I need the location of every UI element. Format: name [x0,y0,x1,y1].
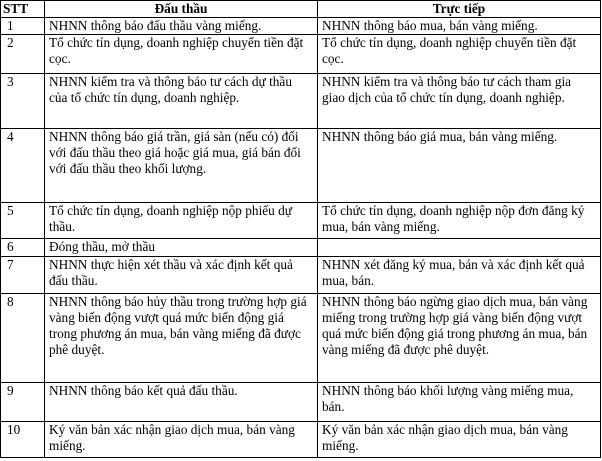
table-row [1,203,601,239]
row-stt: 3 [1,74,45,129]
row-dau-thau: NHNN kiểm tra và thông báo tư cách dự thầu của tổ chức tín dụng, doanh nghiệp. [45,74,318,129]
row-truc-tiep: Tổ chức tín dụng, doanh nghiệp chuyển tiền đặt cọc. [318,35,601,74]
row-stt: 1 [1,18,45,35]
table-row [1,18,601,35]
row-truc-tiep [318,239,601,257]
row-dau-thau: NHNN thông báo hủy thầu trong trường hợp giá vàng biến động vượt quá mức biến động giá trong phương án mua, bán vàng miếng đã được phê duyệt. [45,294,318,383]
row-truc-tiep: NHNN thông báo mua, bán vàng miếng. [318,18,601,35]
header-stt: STT [1,1,45,18]
header-dau-thau: Đấu thầu [45,1,318,18]
row-dau-thau: NHNN thực hiện xét thầu và xác định kết quả đấu thầu. [45,257,318,294]
table-row [1,294,601,383]
row-dau-thau: Tổ chức tín dụng, doanh nghiệp chuyển tiền đặt cọc. [45,35,318,74]
row-stt: 7 [1,257,45,294]
table-header-row [1,1,601,18]
row-truc-tiep: Ký văn bản xác nhận giao dịch mua, bán vàng miếng. [318,422,601,458]
row-stt: 5 [1,203,45,239]
header-truc-tiep: Trực tiếp [318,1,601,18]
table-row [1,422,601,458]
table-row [1,383,601,422]
table-row [1,257,601,294]
row-stt: 2 [1,35,45,74]
row-dau-thau: Đóng thầu, mở thầu [45,239,318,257]
row-truc-tiep: NHNN thông báo ngừng giao dịch mua, bán vàng miếng trong trường hợp giá vàng biến động vượt quá mức biến động giá trong phương án mua, bán vàng miếng đã được phê duyệt. [318,294,601,383]
row-stt: 6 [1,239,45,257]
table-row [1,239,601,257]
row-stt: 10 [1,422,45,458]
row-truc-tiep: NHNN kiểm tra và thông báo tư cách tham gia giao dịch của tổ chức tín dụng, doanh nghiệp. [318,74,601,129]
row-dau-thau: NHNN thông báo đấu thầu vàng miếng. [45,18,318,35]
row-stt: 8 [1,294,45,383]
row-truc-tiep: Tổ chức tín dụng, doanh nghiệp nộp đơn đăng ký mua, bán vàng miếng. [318,203,601,239]
row-dau-thau: NHNN thông báo kết quả đấu thầu. [45,383,318,422]
row-dau-thau: NHNN thông báo giá trần, giá sàn (nếu có) đối với đấu thầu theo giá hoặc giá mua, giá bán đối với đấu thầu theo khối lượng. [45,129,318,203]
row-truc-tiep: NHNN xét đăng ký mua, bán và xác định kết quả mua, bán. [318,257,601,294]
row-stt: 9 [1,383,45,422]
row-truc-tiep: NHNN thông báo giá mua, bán vàng miếng. [318,129,601,203]
table-row [1,74,601,129]
row-dau-thau: Ký văn bản xác nhận giao dịch mua, bán vàng miếng. [45,422,318,458]
row-stt: 4 [1,129,45,203]
row-truc-tiep: NHNN thông báo khối lượng vàng miếng mua, bán. [318,383,601,422]
table-row [1,35,601,74]
table-row [1,129,601,203]
row-dau-thau: Tổ chức tín dụng, doanh nghiệp nộp phiếu dự thầu. [45,203,318,239]
